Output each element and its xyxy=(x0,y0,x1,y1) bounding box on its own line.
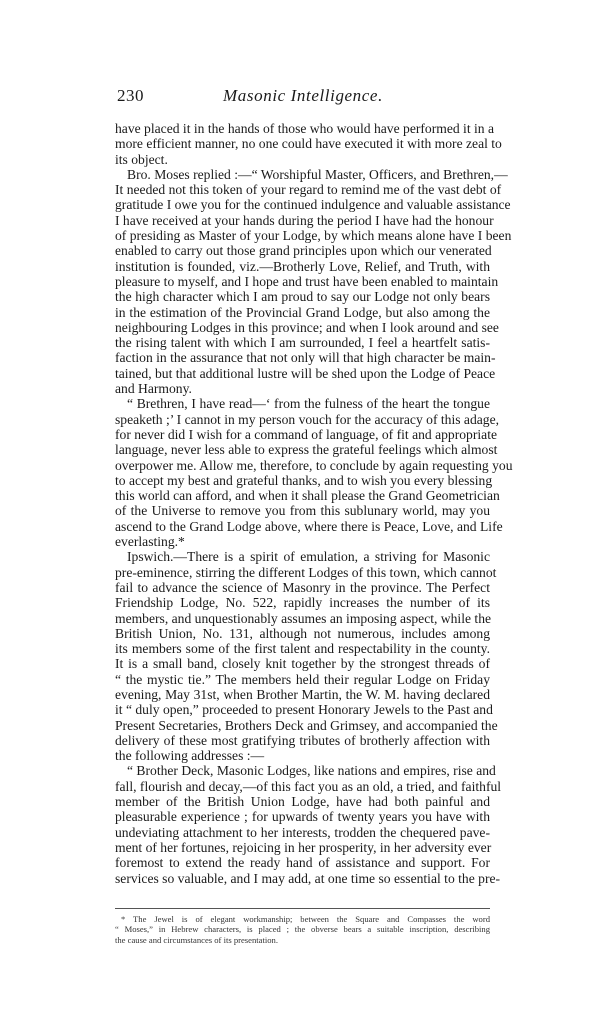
text-line: It needed not this token of your regard to remind me of the vast debt of xyxy=(115,182,502,198)
text-line: it “ duly open,” proceeded to present Honorary Jewels to the Past and xyxy=(115,702,493,718)
text-line: faction in the assurance that not only will that high character be main- xyxy=(115,350,496,366)
text-line: neighbouring Lodges in this province; and when I look around and see xyxy=(115,319,499,335)
footnote-line: * The Jewel is of elegant workmanship; between the Square and Compasses the word xyxy=(121,914,490,924)
text-line: speaketh ;’ I cannot in my person vouch for the accuracy of this adage, xyxy=(115,411,500,427)
text-line: the following addresses :— xyxy=(115,748,265,764)
text-line: its members some of the first talent and respectability in the county. xyxy=(115,641,490,657)
text-line: British Union, No. 131, although not numerous, includes among xyxy=(115,625,490,641)
text-line: the rising talent with which I am surrounded, I feel a heartfelt satis- xyxy=(115,335,490,351)
text-line: more efficient manner, no one could have executed it with more zeal to xyxy=(115,136,502,152)
text-line: tained, but that additional lustre will be shed upon the Lodge of Peace xyxy=(115,365,496,381)
text-line: in the estimation of the Provincial Grand Lodge, but also among the xyxy=(115,304,490,320)
text-line: delivery of these most gratifying tributes of brotherly affection with xyxy=(115,732,490,748)
text-line: of the Universe to remove you from this sublunary world, may you xyxy=(115,503,490,519)
text-line: enabled to carry out those grand principles upon which our venerated xyxy=(115,243,492,259)
footnote-line: “ Moses,” in Hebrew characters, is placed ; the obverse bears a suitable inscription, describing xyxy=(115,924,490,935)
text-line: ment of her fortunes, rejoicing in her prosperity, in her adversity ever xyxy=(115,839,492,855)
text-line: have placed it in the hands of those who would have performed it in a xyxy=(115,121,495,136)
text-line: language, never less able to express the grateful feelings which almost xyxy=(115,442,498,458)
text-line: “ Brethren, I have read—‘ from the fulness of the heart the tongue xyxy=(127,396,490,412)
footnote-line: the cause and circumstances of its presentation. xyxy=(115,934,278,945)
text-line: this world can afford, and when it shall please the Grand Geometrician xyxy=(115,488,500,504)
text-line: fall, flourish and decay,—of this fact you as an old, a tried, and faithful xyxy=(115,778,502,794)
text-line: “ Brother Deck, Masonic Lodges, like nations and empires, rise and xyxy=(127,763,496,779)
article-body xyxy=(115,121,513,886)
text-line: services so valuable, and I may add, at one time so essential to the pre- xyxy=(115,870,501,886)
text-line: “ the mystic tie.” The members held their regular Lodge on Friday xyxy=(115,671,490,687)
text-line: to accept my best and grateful thanks, and to wish you every blessing xyxy=(115,472,493,488)
text-line: fail to advance the science of Masonry in the province. The Perfect xyxy=(115,579,490,595)
text-line: ascend to the Grand Lodge above, where there is Peace, Love, and Life xyxy=(115,518,503,534)
text-line: gratitude I owe you for the continued indulgence and valuable assistance xyxy=(115,197,511,213)
text-line: member of the British Union Lodge, have had both painful and xyxy=(115,794,490,810)
text-line: It is a small band, closely knit together by the strongest threads of xyxy=(115,656,490,672)
text-line: pleasure to myself, and I hope and trust have been enabled to maintain xyxy=(115,273,499,289)
text-line: Ipswich.—There is a spirit of emulation, a striving for Masonic xyxy=(127,549,490,565)
text-line: institution is founded, viz.—Brotherly Love, Relief, and Truth, with xyxy=(115,258,490,274)
text-line: I have received at your hands during the period I have had the honour xyxy=(115,212,494,228)
text-line: members, and unquestionably assumes an imposing aspect, while the xyxy=(115,610,492,626)
text-line: undeviating attachment to her interests, trodden the chequered pave- xyxy=(115,824,490,840)
text-line: overpower me. Allow me, therefore, to conclude by again requesting you xyxy=(115,457,513,473)
text-line: and Harmony. xyxy=(115,381,192,397)
text-line: for never did I wish for a command of language, of fit and appropriate xyxy=(115,426,497,442)
text-line: foremost to extend the ready hand of assistance and support. For xyxy=(115,855,490,871)
text-line: the high character which I am proud to say our Lodge not only bears xyxy=(115,289,490,305)
footnote xyxy=(115,914,490,945)
running-title: Masonic Intelligence. xyxy=(223,86,383,105)
text-line: of presiding as Master of your Lodge, by which means alone have I been xyxy=(115,228,512,244)
page-header xyxy=(117,86,489,108)
text-line: everlasting.* xyxy=(115,534,185,550)
text-line: pleasurable experience ; for upwards of twenty years you have with xyxy=(115,809,490,825)
text-line: Bro. Moses replied :—“ Worshipful Master, Officers, and Brethren,— xyxy=(127,166,508,182)
text-line: Present Secretaries, Brothers Deck and Grimsey, and accompanied the xyxy=(115,717,498,733)
text-line: evening, May 31st, when Brother Martin, the W. M. having declared xyxy=(115,686,490,702)
text-line: Friendship Lodge, No. 522, rapidly increases the number of its xyxy=(115,595,490,611)
text-line: its object. xyxy=(115,151,168,167)
footnote-rule xyxy=(115,908,490,909)
text-line: pre-eminence, stirring the different Lodges of this town, which cannot xyxy=(115,564,497,580)
page-number: 230 xyxy=(117,86,144,105)
